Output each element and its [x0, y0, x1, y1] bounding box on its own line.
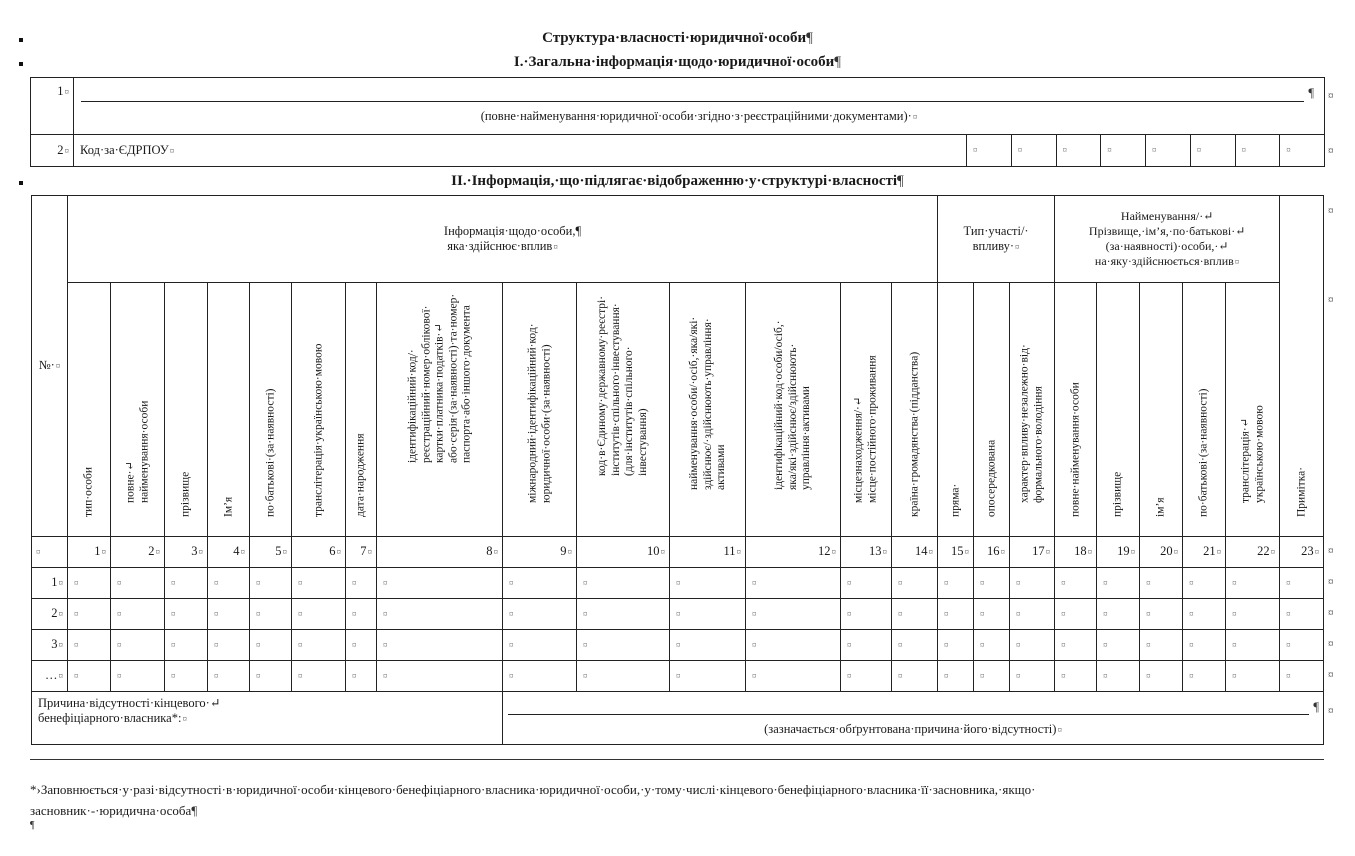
table-cell-col-3[interactable]: ¤	[165, 661, 208, 692]
col-header-14: країна·громадянства·(підданства)	[892, 283, 938, 537]
table-cell-col-21[interactable]: ¤	[1183, 568, 1226, 599]
document-title: Структура·власності·юридичної·особи¶	[542, 30, 813, 46]
edrpou-digit-1[interactable]: ¤	[967, 135, 1012, 167]
legal-entity-name-caption: (повне·найменування·юридичної·особи·згідно·з·реєстраційними·документами)·¤	[480, 109, 918, 123]
column-number-3: 3¤	[165, 537, 208, 568]
column-number-13: 13¤	[841, 537, 892, 568]
number-row-blank: ¤	[32, 537, 68, 568]
edrpou-digit-8[interactable]: ¤	[1280, 135, 1325, 167]
table-cell-col-20[interactable]: ¤	[1140, 661, 1183, 692]
table-cell-col-14[interactable]: ¤	[892, 568, 938, 599]
table-cell-col-13[interactable]: ¤	[841, 568, 892, 599]
group-header-row	[32, 196, 1324, 283]
col-header-23: Примітка·	[1280, 196, 1324, 537]
table-cell-col-17[interactable]: ¤	[1010, 630, 1055, 661]
table-cell-col-9[interactable]: ¤	[503, 568, 577, 599]
table-cell-col-12[interactable]: ¤	[746, 599, 841, 630]
row-end-mark: ¤	[1328, 545, 1334, 557]
table-row	[32, 599, 1324, 630]
table-cell-col-8[interactable]: ¤	[377, 630, 503, 661]
table-cell-col-2[interactable]: ¤	[111, 630, 165, 661]
column-number-21: 21¤	[1183, 537, 1226, 568]
table-cell-col-13[interactable]: ¤	[841, 661, 892, 692]
column-number-23: 23¤	[1280, 537, 1324, 568]
table-cell-col-3[interactable]: ¤	[165, 599, 208, 630]
table-cell-col-6[interactable]: ¤	[292, 661, 346, 692]
row-end-mark: ¤	[1328, 705, 1334, 717]
table-cell-col-21[interactable]: ¤	[1183, 599, 1226, 630]
missing-beneficiary-reason-label: Причина·відсутності·кінцевого·↵ бенефіціарного·власника*:¤	[32, 692, 503, 745]
table-cell-col-7[interactable]: ¤	[346, 599, 377, 630]
column-number-6: 6¤	[292, 537, 346, 568]
row-end-mark: ¤	[1328, 90, 1334, 102]
table-cell-col-16[interactable]: ¤	[974, 599, 1010, 630]
table-cell-col-22[interactable]: ¤	[1226, 599, 1280, 630]
col-header-2: повне·↵ найменування·особи	[111, 283, 165, 537]
col-header-5: по·батькові·(за·наявності)	[250, 283, 292, 537]
col-header-9: міжнародний·ідентифікаційний·код· юридичної·особи·(за·наявності)	[503, 283, 577, 537]
column-number-12: 12¤	[746, 537, 841, 568]
column-number-9: 9¤	[503, 537, 577, 568]
section1-table	[30, 77, 1325, 167]
row-end-mark: ¤	[1328, 576, 1334, 588]
col-header-7: дата·народження	[346, 283, 377, 537]
table-cell-col-20[interactable]: ¤	[1140, 568, 1183, 599]
footnote-text: *›Заповнюється·у·разі·відсутності·в·юридичної·особи·кінцевого·бенефіціарного·власника·юридичної·особи,·у·тому·числі·кінцевого·бенефіціарного·власника·її·засновника,·якщо· засновник·-·юридична·особа¶ ¶	[30, 779, 1340, 831]
table-cell-col-16[interactable]: ¤	[974, 568, 1010, 599]
table-cell-col-18[interactable]: ¤	[1055, 568, 1097, 599]
edrpou-label: Код·за·ЄДРПОУ¤	[74, 135, 967, 167]
table-cell-col-17[interactable]: ¤	[1010, 661, 1055, 692]
column-number-10: 10¤	[577, 537, 670, 568]
column-number-5: 5¤	[250, 537, 292, 568]
row-number: …¤	[32, 661, 68, 692]
edrpou-digit-3[interactable]: ¤	[1056, 135, 1101, 167]
ownership-structure-table	[31, 195, 1324, 745]
table-cell-col-7[interactable]: ¤	[346, 661, 377, 692]
column-number-18: 18¤	[1055, 537, 1097, 568]
section1-row-edrpou	[31, 135, 1325, 167]
col-header-number: №·¤	[32, 196, 68, 537]
table-cell-col-15[interactable]: ¤	[938, 568, 974, 599]
table-cell-col-11[interactable]: ¤	[670, 661, 746, 692]
table-cell-col-15[interactable]: ¤	[938, 599, 974, 630]
table-cell-col-4[interactable]: ¤	[208, 630, 250, 661]
table-cell-col-12[interactable]: ¤	[746, 630, 841, 661]
table-cell-col-6[interactable]: ¤	[292, 630, 346, 661]
group-header-target-person: Найменування/·↵ Прізвище,·ім’я,·по·батькові·↵ (за·наявності)·особи,·↵ на·яку·здійснюється·вплив¤	[1055, 196, 1280, 283]
column-number-1: 1¤	[68, 537, 111, 568]
table-cell-col-1[interactable]: ¤	[68, 599, 111, 630]
table-cell-col-18[interactable]: ¤	[1055, 661, 1097, 692]
col-header-21: по·батькові·(за·наявності)	[1183, 283, 1226, 537]
table-cell-col-11[interactable]: ¤	[670, 568, 746, 599]
table-cell-col-17[interactable]: ¤	[1010, 599, 1055, 630]
table-cell-col-5[interactable]: ¤	[250, 661, 292, 692]
table-cell-col-5[interactable]: ¤	[250, 568, 292, 599]
table-cell-col-23[interactable]: ¤	[1280, 661, 1324, 692]
column-number-17: 17¤	[1010, 537, 1055, 568]
table-cell-col-16[interactable]: ¤	[974, 661, 1010, 692]
column-number-4: 4¤	[208, 537, 250, 568]
table-cell-col-1[interactable]: ¤	[68, 661, 111, 692]
table-cell-col-2[interactable]: ¤	[111, 599, 165, 630]
table-cell-col-11[interactable]: ¤	[670, 599, 746, 630]
col-header-11: найменування·особи/·осіб,·яка/які· здійснює/·здійснюють·управління· активами	[670, 283, 746, 537]
table-cell-col-8[interactable]: ¤	[377, 661, 503, 692]
table-cell-col-13[interactable]: ¤	[841, 630, 892, 661]
row-end-mark: ¤	[1328, 145, 1334, 157]
column-number-row	[32, 537, 1324, 568]
table-cell-col-21[interactable]: ¤	[1183, 661, 1226, 692]
table-cell-col-18[interactable]: ¤	[1055, 599, 1097, 630]
table-cell-col-23[interactable]: ¤	[1280, 630, 1324, 661]
col-header-3: прізвище	[165, 283, 208, 537]
section1-heading: I.·Загальна·інформація·щодо·юридичної·особи¶	[513, 54, 842, 70]
table-cell-col-20[interactable]: ¤	[1140, 599, 1183, 630]
row-end-mark: ¤	[1328, 638, 1334, 650]
table-cell-col-19[interactable]: ¤	[1097, 630, 1140, 661]
name-underline	[81, 101, 1304, 102]
table-cell-col-1[interactable]: ¤	[68, 568, 111, 599]
row-end-mark: ¤	[1328, 607, 1334, 619]
table-cell-col-22[interactable]: ¤	[1226, 568, 1280, 599]
row-number: 3¤	[32, 630, 68, 661]
column-number-7: 7¤	[346, 537, 377, 568]
table-cell-col-15[interactable]: ¤	[938, 630, 974, 661]
table-cell-col-3[interactable]: ¤	[165, 630, 208, 661]
missing-beneficiary-reason-row	[32, 692, 1324, 745]
table-cell-col-19[interactable]: ¤	[1097, 661, 1140, 692]
table-cell-col-4[interactable]: ¤	[208, 599, 250, 630]
document-title-text: Структура·власності·юридичної·особи	[542, 30, 807, 46]
col-header-17: характер·впливу·незалежно·від· формального·володіння	[1010, 283, 1055, 537]
table-cell-col-17[interactable]: ¤	[1010, 568, 1055, 599]
table-cell-col-18[interactable]: ¤	[1055, 630, 1097, 661]
column-header-row	[32, 283, 1324, 537]
col-header-18: повне·найменування·особи	[1055, 283, 1097, 537]
table-cell-col-19[interactable]: ¤	[1097, 568, 1140, 599]
table-cell-col-5[interactable]: ¤	[250, 599, 292, 630]
table-cell-col-2[interactable]: ¤	[111, 661, 165, 692]
table-cell-col-9[interactable]: ¤	[503, 630, 577, 661]
table-cell-col-22[interactable]: ¤	[1226, 661, 1280, 692]
col-header-1: тип·особи	[68, 283, 111, 537]
edrpou-digit-6[interactable]: ¤	[1190, 135, 1235, 167]
edrpou-digit-7[interactable]: ¤	[1235, 135, 1280, 167]
table-cell-col-13[interactable]: ¤	[841, 599, 892, 630]
table-cell-col-6[interactable]: ¤	[292, 599, 346, 630]
column-number-19: 19¤	[1097, 537, 1140, 568]
column-number-11: 11¤	[670, 537, 746, 568]
col-header-20: ім’я	[1140, 283, 1183, 537]
column-number-20: 20¤	[1140, 537, 1183, 568]
table-cell-col-16[interactable]: ¤	[974, 630, 1010, 661]
table-cell-col-22[interactable]: ¤	[1226, 630, 1280, 661]
col-header-12: ідентифікаційний·код·особи/осіб,· яка/які·здійснює/здійснюють· управління·активами	[746, 283, 841, 537]
table-cell-col-10[interactable]: ¤	[577, 599, 670, 630]
col-header-16: опосередкована	[974, 283, 1010, 537]
column-number-14: 14¤	[892, 537, 938, 568]
edrpou-digit-2[interactable]: ¤	[1011, 135, 1056, 167]
column-number-15: 15¤	[938, 537, 974, 568]
table-cell-col-15[interactable]: ¤	[938, 661, 974, 692]
col-header-10: код·в·Єдиному·державному·реєстрі· інститутів·спільного·інвестування· (для·інститутів·спільного· інвестування)	[577, 283, 670, 537]
table-cell-col-21[interactable]: ¤	[1183, 630, 1226, 661]
table-cell-col-9[interactable]: ¤	[503, 599, 577, 630]
table-cell-col-10[interactable]: ¤	[577, 661, 670, 692]
edrpou-digit-5[interactable]: ¤	[1146, 135, 1191, 167]
col-header-8: ідентифікаційний·код/· реєстраційний·номер·облікової· картки·платника·податків·↵ або·серія·(за·наявності)·та·номер· паспорта·або·іншого·документа	[377, 283, 503, 537]
column-number-2: 2¤	[111, 537, 165, 568]
table-cell-col-11[interactable]: ¤	[670, 630, 746, 661]
footnote-separator	[30, 759, 1324, 760]
section1-row-name	[31, 78, 1325, 135]
column-number-8: 8¤	[377, 537, 503, 568]
table-cell-col-8[interactable]: ¤	[377, 568, 503, 599]
table-cell-col-9[interactable]: ¤	[503, 661, 577, 692]
table-cell-col-4[interactable]: ¤	[208, 661, 250, 692]
table-cell-col-12[interactable]: ¤	[746, 568, 841, 599]
table-cell-col-10[interactable]: ¤	[577, 568, 670, 599]
row-number: 2¤	[32, 599, 68, 630]
col-header-4: Ім’я	[208, 283, 250, 537]
table-cell-col-10[interactable]: ¤	[577, 630, 670, 661]
table-row	[32, 568, 1324, 599]
missing-beneficiary-reason-field[interactable]: ¶ (зазначається·обґрунтована·причина·його·відсутності)¤	[503, 692, 1324, 745]
edrpou-digit-4[interactable]: ¤	[1101, 135, 1146, 167]
row-end-mark: ¤	[1328, 294, 1334, 306]
reason-underline	[508, 714, 1309, 715]
table-cell-col-23[interactable]: ¤	[1280, 599, 1324, 630]
table-cell-col-1[interactable]: ¤	[68, 630, 111, 661]
table-cell-col-14[interactable]: ¤	[892, 599, 938, 630]
table-cell-col-14[interactable]: ¤	[892, 630, 938, 661]
section2-heading: II.·Інформація,·що·підлягає·відображенню·у·структурі·власності¶	[451, 173, 904, 189]
table-cell-col-12[interactable]: ¤	[746, 661, 841, 692]
reason-caption: (зазначається·обґрунтована·причина·його·відсутності)¤	[764, 722, 1062, 736]
group-header-person-info: Інформація·щодо·особи,¶ яка·здійснює·вплив¤	[68, 196, 938, 283]
table-cell-col-2[interactable]: ¤	[111, 568, 165, 599]
table-cell-col-4[interactable]: ¤	[208, 568, 250, 599]
row-number: 1¤	[32, 568, 68, 599]
legal-entity-name-field[interactable]: ¶ (повне·найменування·юридичної·особи·згідно·з·реєстраційними·документами)·¤	[74, 78, 1325, 135]
column-number-22: 22¤	[1226, 537, 1280, 568]
table-cell-col-8[interactable]: ¤	[377, 599, 503, 630]
table-cell-col-7[interactable]: ¤	[346, 568, 377, 599]
empty-paragraph-mark: ¶	[30, 820, 35, 831]
table-cell-col-23[interactable]: ¤	[1280, 568, 1324, 599]
table-cell-col-19[interactable]: ¤	[1097, 599, 1140, 630]
table-cell-col-6[interactable]: ¤	[292, 568, 346, 599]
col-header-6: транслітерація·українською·мовою	[292, 283, 346, 537]
table-cell-col-20[interactable]: ¤	[1140, 630, 1183, 661]
table-row	[32, 630, 1324, 661]
column-number-16: 16¤	[974, 537, 1010, 568]
table-cell-col-7[interactable]: ¤	[346, 630, 377, 661]
col-header-13: місцезнаходження/·↵ місце·постійного·проживання	[841, 283, 892, 537]
group-header-participation-type: Тип·участі/· впливу·¤	[938, 196, 1055, 283]
table-cell-col-5[interactable]: ¤	[250, 630, 292, 661]
table-cell-col-3[interactable]: ¤	[165, 568, 208, 599]
col-header-15: пряма·	[938, 283, 974, 537]
row-number: 1¤	[31, 78, 74, 135]
table-row	[32, 661, 1324, 692]
row-end-mark: ¤	[1328, 669, 1334, 681]
col-header-19: прізвище	[1097, 283, 1140, 537]
table-cell-col-14[interactable]: ¤	[892, 661, 938, 692]
row-end-mark: ¤	[1328, 205, 1334, 217]
row-number: 2¤	[31, 135, 74, 167]
col-header-22: транслітерація·↵ українською·мовою	[1226, 283, 1280, 537]
